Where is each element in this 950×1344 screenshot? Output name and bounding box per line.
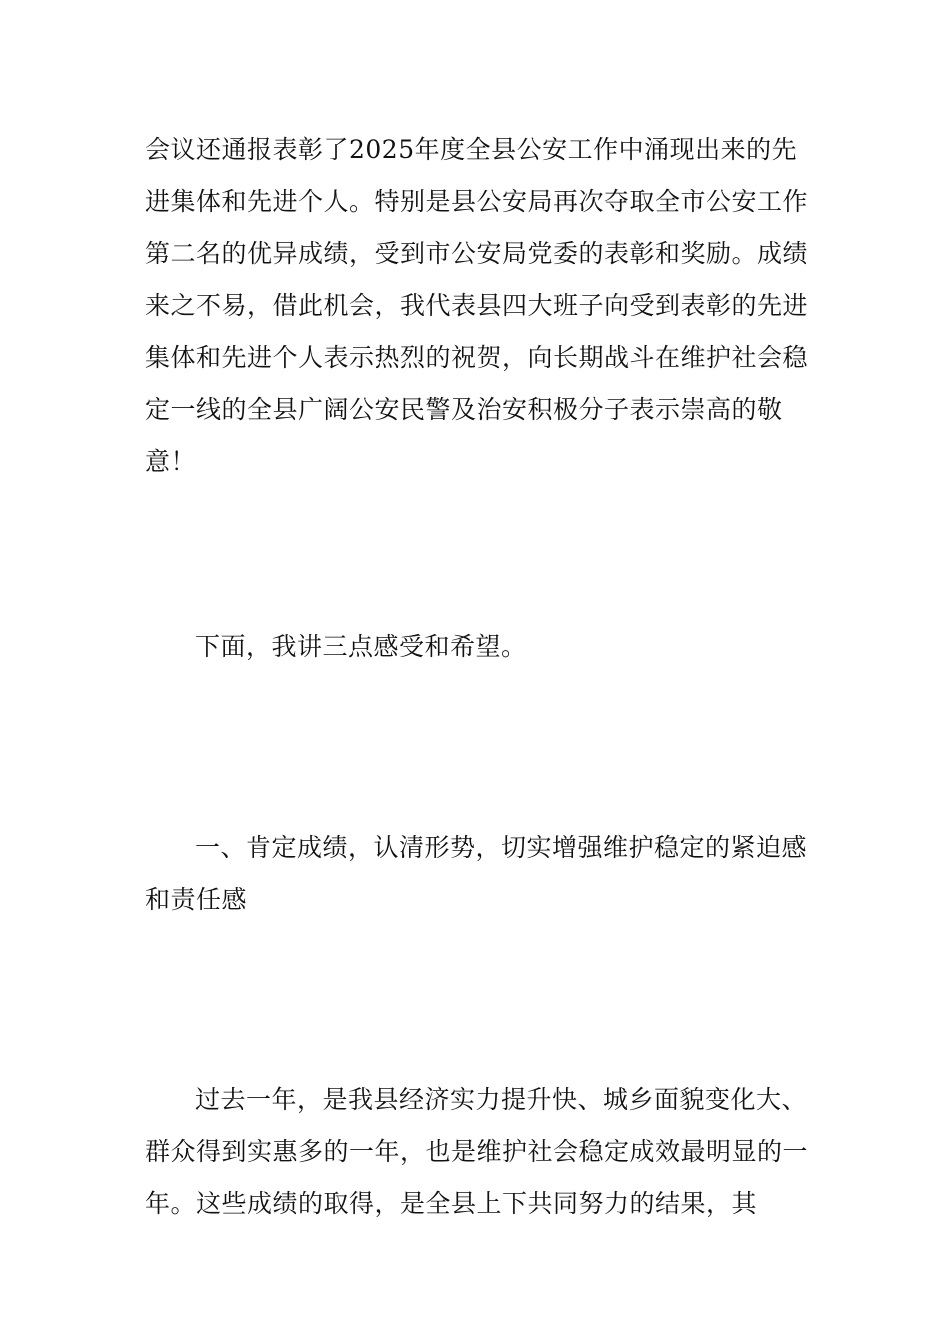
paragraph-past-year: 过去一年，是我县经济实力提升快、城乡面貌变化大、群众得到实惠多的一年，也是维护社会稳定成效最明显的一年。这些成绩的取得，是全县上下共同努力的结果，其	[145, 1085, 809, 1218]
paragraph-intro: 下面，我讲三点感受和希望。	[195, 632, 527, 661]
section-heading-one: 一、肯定成绩，认清形势，切实增强维护稳定的紧迫感和责任感	[145, 833, 808, 914]
paragraph-commendation: 会议还通报表彰了2025年度全县公安工作中涌现出来的先进集体和先进个人。特别是县公安局再次夺取全市公安工作第二名的优异成绩，受到市公安局党委的表彰和奖励。成绩来之不易，借此机会，我代表县四大班子向受到表彰的先进集体和先进个人表示热烈的祝贺，向长期战斗在维护社会稳定一线的全县广阔公安民警及治安积极分子表示崇高的敬意！	[145, 135, 809, 476]
